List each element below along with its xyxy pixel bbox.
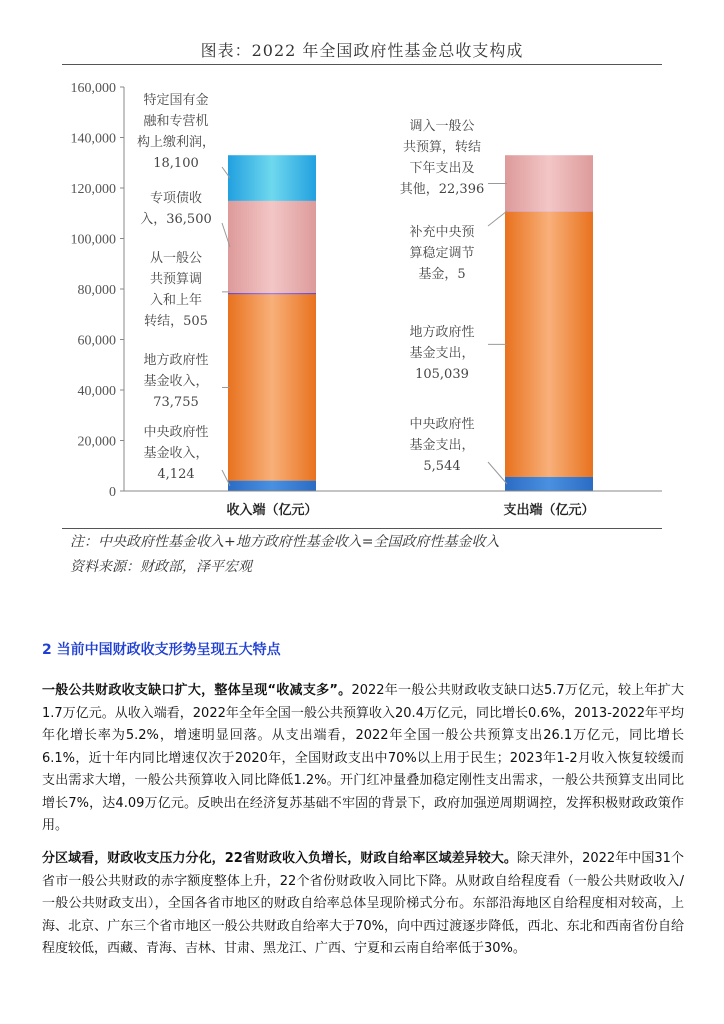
bar-segment xyxy=(505,212,593,477)
segment-label-line: 转结，505 xyxy=(144,314,208,329)
bar-segment xyxy=(228,201,316,293)
segment-label-line: 18,100 xyxy=(153,156,199,171)
segment-label-line: 基金支出， xyxy=(409,438,475,453)
segment-label-line: 补充中央预 xyxy=(409,225,475,240)
section-heading: 2 当前中国财政收支形势呈现五大特点 xyxy=(42,642,281,658)
y-tick-label: 60,000 xyxy=(77,333,116,349)
figure-title: 图表：2022 年全国政府性基金总收支构成 xyxy=(200,41,524,60)
paragraph-1 xyxy=(42,680,684,838)
segment-label xyxy=(409,224,474,282)
segment-label-line: 4,124 xyxy=(157,467,195,482)
segment-label-line: 基金支出， xyxy=(409,346,475,361)
segment-labels xyxy=(137,92,507,486)
segment-label-line: 从一般公 xyxy=(149,251,203,266)
y-tick-label: 20,000 xyxy=(77,434,116,450)
segment-label-line: 73,755 xyxy=(153,395,199,410)
bar-segment xyxy=(228,294,316,480)
segment-label-line: 共预算，转结 xyxy=(402,140,482,155)
y-tick-label: 0 xyxy=(109,485,116,500)
segment-label xyxy=(140,190,212,227)
segment-label-line: 地方政府性 xyxy=(409,325,475,340)
segment-label-line: 基金收入， xyxy=(143,446,209,461)
figure-notes xyxy=(70,530,670,580)
segment-label-line: 中央政府性 xyxy=(409,417,475,432)
segment-label-line: 中央政府性 xyxy=(143,425,209,440)
segment-label-line: 基金收入， xyxy=(143,374,209,389)
figure-source: 资料来源：财政部，泽平宏观 xyxy=(70,559,252,575)
x-category-label: 支出端（亿元） xyxy=(503,503,595,518)
segment-label-line: 专项债收 xyxy=(149,191,203,206)
y-tick-label: 80,000 xyxy=(77,283,116,298)
segment-label-line: 特定国有金 xyxy=(143,93,209,108)
segment-label-line: 地方政府性 xyxy=(143,353,209,368)
y-tick-label: 120,000 xyxy=(70,182,116,197)
bar-segment xyxy=(505,477,593,491)
segment-label-line: 其他，22,396 xyxy=(399,182,485,197)
note-divider xyxy=(62,528,662,529)
segment-label xyxy=(409,416,474,474)
y-tick-label: 40,000 xyxy=(77,384,116,399)
bar-segment xyxy=(228,481,316,491)
y-tick-label: 140,000 xyxy=(70,131,116,147)
segment-label-line: 共预算调 xyxy=(149,272,203,287)
y-axis xyxy=(71,81,125,500)
x-category-label: 收入端（亿元） xyxy=(226,503,318,518)
segment-label-line: 基金，5 xyxy=(418,267,466,282)
segment-label-line: 调入一般公 xyxy=(409,119,475,134)
segment-label xyxy=(137,92,215,171)
segment-label xyxy=(400,119,485,197)
segment-label xyxy=(144,251,208,329)
segment-label-line: 算稳定调节 xyxy=(409,246,475,261)
paragraph-1-lead: 一般公共财政收支缺口扩大，整体呈现“收减支多”。 xyxy=(42,683,352,698)
segment-label xyxy=(409,324,474,382)
segment-label xyxy=(143,424,208,482)
x-axis xyxy=(124,491,662,518)
paragraph-2-lead: 分区域看，财政收支压力分化，22省财政收入负增长，财政自给率区域差异较大。 xyxy=(42,851,517,866)
paragraph-2 xyxy=(42,848,684,961)
leader-line xyxy=(488,211,507,226)
y-tick-label: 160,000 xyxy=(70,81,116,96)
figure-note: 注：中央政府性基金收入+地方政府性基金收入=全国政府性基金收入 xyxy=(70,534,500,550)
segment-label-line: 105,039 xyxy=(415,367,469,382)
bar-segment xyxy=(228,155,316,201)
segment-label-line: 构上缴利润， xyxy=(136,135,216,150)
segment-label-line: 融和专营机 xyxy=(143,114,209,129)
y-tick-label: 100,000 xyxy=(70,232,116,248)
paragraph-1-body: 2022年一般公共财政收支缺口达5.7万亿元，较上年扩大1.7万亿元。从收入端看，2022年全年全国一般公共预算收入20.4万亿元，同比增长0.6%，2013-2022年平均年化增长率为5.2%，增速明显回落。从支出端看，2022年全国一般公共预算支出26.1万亿元，同比增长6.1%，近十年内同比增速仅次于2020年，全国财政支出中70%以上用于民生；2023年1-2月收入恢复较缓而支出需求大增，一般公共预算收入同比降低1.2%。开门红冲量叠加稳定刚性支出需求，一般公共预算支出同比增长7%，达4.09万亿元。反映出在经济复苏基础不牢固的背景下，政府加强逆周期调控，发挥积极财政政策作用。 xyxy=(42,683,685,833)
bar-segment xyxy=(505,155,593,212)
segment-label-line: 5,544 xyxy=(423,459,461,474)
segment-label xyxy=(143,352,208,410)
segment-label-line: 下年支出及 xyxy=(409,161,475,176)
segment-label-line: 入和上年 xyxy=(149,293,203,308)
paragraph-2-body: 除天津外，2022年中国31个省市一般公共财政的赤字额度整体上升，22个省份财政收入同比下降。从财政自给程度看（一般公共财政收入/一般公共财政支出），全国各省市地区的财政自给率总体呈现阶梯式分布。东部沿海地区自给程度相对较高，上海、北京、广东三个省市地区一般公共财政自给率大于70%，向中西过渡逐步降低，西北、东北和西南省份自给程度较低，西藏、青海、吉林、甘肃、黑龙江、广西、宁夏和云南自给率低于30%。 xyxy=(42,851,684,956)
segment-label-line: 入，36,500 xyxy=(140,212,212,227)
leader-line xyxy=(488,462,507,484)
